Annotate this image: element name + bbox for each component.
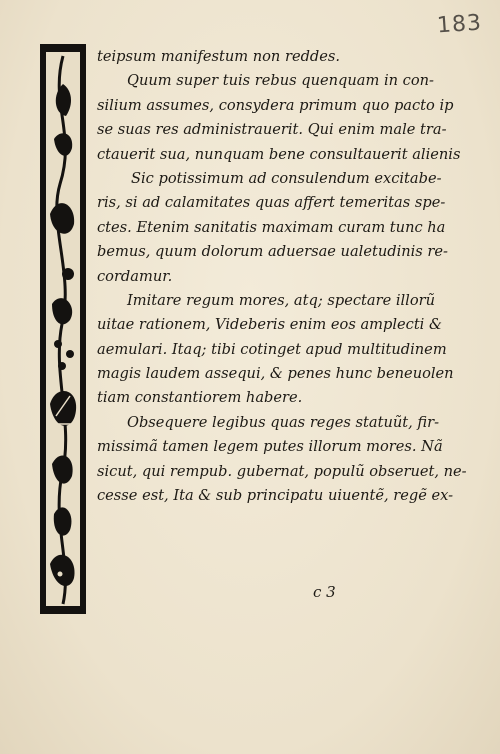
text-line: se suas res administrauerit. Qui enim male tra- (97, 121, 447, 139)
text-line: ctes. Etenim sanitatis maximam curam tunc ha (97, 218, 446, 236)
woodcut-ornamental-border (40, 44, 86, 614)
text-line: sicut, qui rempub. gubernat, populũ obseruet, ne- (97, 462, 467, 480)
body-text (97, 45, 467, 508)
text-line: tiam constantiorem habere. (97, 389, 303, 407)
text-line: missimã tamen legem putes illorum mores. Nã (97, 438, 443, 456)
text-line: teipsum manifestum non reddes. (97, 48, 341, 65)
text-line: cesse est, Ita & sub principatu uiuentẽ, regẽ ex- (97, 487, 454, 505)
text-line: ris, si ad calamitates quas affert temeritas spe- (97, 194, 446, 212)
folio-number: 183 (436, 10, 483, 39)
text-line: Obsequere legibus quas reges statuũt, fir- (127, 413, 440, 431)
text-line: Imitare regum mores, atq; spectare illorũ (127, 291, 436, 309)
text-line: Quum super tuis rebus quenquam in con- (127, 72, 434, 90)
text-line: uitae rationem, Videberis enim eos amplecti & (97, 316, 442, 334)
text-line: bemus, quum dolorum aduersae ualetudinis re- (97, 243, 448, 261)
text-line: Sic potissimum ad consulendum excitabe- (131, 169, 442, 187)
signature-mark: c 3 (313, 583, 336, 601)
text-line: ctauerit sua, nunquam bene consultauerit alienis (97, 145, 461, 163)
text-line: silium assumes, consydera primum quo pacto ip (97, 96, 454, 114)
text-line: magis laudem assequi, & penes hunc beneuolen (97, 365, 454, 383)
text-line: aemulari. Itaq; tibi cotinget apud multitudinem (97, 340, 447, 358)
text-line: cordamur. (97, 267, 173, 285)
